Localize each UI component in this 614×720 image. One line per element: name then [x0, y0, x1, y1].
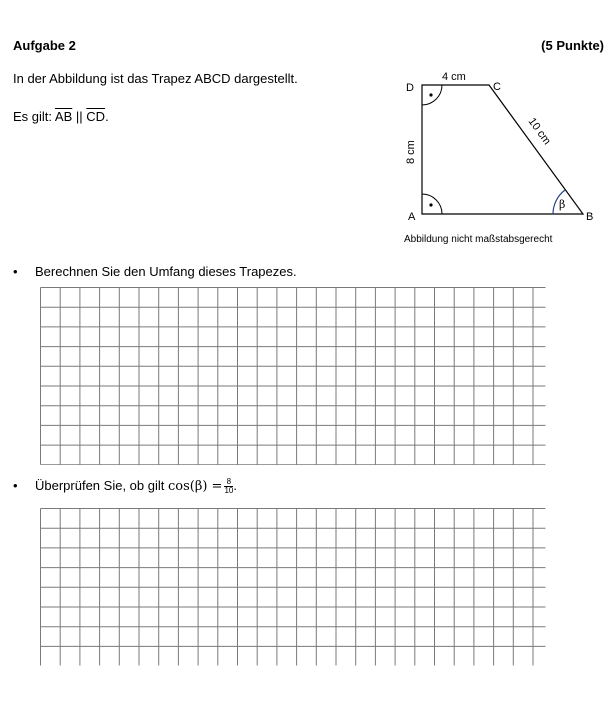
vertex-c-label: C: [493, 81, 501, 93]
fraction-denominator: 10: [224, 486, 234, 496]
vertex-a-label: A: [408, 211, 416, 223]
side-bc-label: 10 cm: [525, 115, 553, 148]
parallel-symbol: ||: [75, 109, 83, 124]
answer-grid-2[interactable]: [40, 508, 546, 666]
right-angle-dot-a: [429, 203, 432, 206]
task-points: (5 Punkte): [541, 38, 604, 53]
given-suffix: .: [105, 109, 109, 124]
trapezoid-figure: [390, 60, 610, 230]
fraction-numerator: 8: [224, 478, 233, 487]
question-1-text: Berechnen Sie den Umfang dieses Trapezes.: [35, 264, 297, 279]
given-prefix: Es gilt:: [13, 109, 53, 124]
task-title: Aufgabe 2: [13, 38, 76, 53]
task-intro: In der Abbildung ist das Trapez ABCD dargestellt.: [13, 71, 298, 86]
vertex-d-label: D: [406, 82, 414, 94]
angle-beta-label: β: [559, 198, 566, 211]
figure-caption: Abbildung nicht maßstabsgerecht: [404, 234, 553, 245]
given-statement: [13, 109, 109, 124]
bullet-icon: •: [13, 478, 18, 493]
right-angle-dot-d: [429, 93, 432, 96]
side-ad-label: 8 cm: [405, 140, 417, 164]
question-1: [13, 264, 297, 279]
trapezoid-shape: [422, 85, 583, 214]
segment-ab: $\overline{AB}$: [54, 109, 73, 124]
answer-grid-1[interactable]: [40, 287, 546, 465]
question-2-text: Überprüfen Sie, ob gilt: [35, 478, 165, 493]
vertex-b-label: B: [586, 211, 594, 223]
side-dc-label: 4 cm: [442, 71, 466, 83]
question-2-formula: cos(β) =: [167, 479, 223, 494]
bullet-icon: •: [13, 264, 18, 279]
question-2: [13, 478, 237, 495]
segment-cd: $\overline{CD}$: [86, 109, 106, 124]
question-2-suffix: .: [233, 478, 237, 493]
